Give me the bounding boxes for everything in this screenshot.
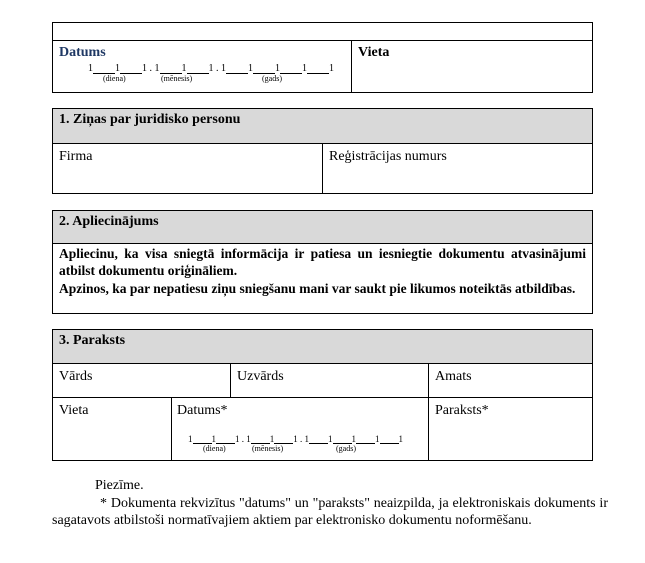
note-text [52,495,608,529]
note-title: Piezīme. [95,478,144,493]
top-vieta-label: Vieta [358,45,390,60]
note-text-content: * Dokumenta rekvizītus "datums" un "paraksts" neaizpilda, ja elektroniskais dokuments ir sagatavots atbilstoši normatīvajiem aktiem par elektronisko dokumentu noformēšanu. [52,496,608,528]
reg-number-field[interactable] [323,165,591,193]
sig-vieta-label: Vieta [59,403,89,418]
top-vieta-field[interactable] [352,62,592,92]
firma-field[interactable] [53,165,321,193]
vards-field[interactable] [53,383,229,396]
datums-label: Datums [59,45,106,60]
top-date-field[interactable]: 1 1 1 . 1 1 1 . 1 1 1 1 1 [88,63,334,74]
sig-date-day-hint: (diena) [203,444,226,453]
uzvards-label: Uzvārds [237,369,284,384]
section1-title: 1. Ziņas par juridisko personu [53,109,592,144]
paraksts-label: Paraksts* [435,403,489,418]
sig-date-year-hint: (gads) [336,444,356,453]
section3-title: 3. Paraksts [53,330,592,364]
section2-title: 2. Apliecinājums [53,211,592,244]
uzvards-field[interactable] [231,383,427,396]
paraksts-field[interactable] [429,420,592,460]
section3-row-divider [52,397,593,398]
amats-label: Amats [435,369,472,384]
reg-number-label: Reģistrācijas numurs [329,149,447,164]
declaration-text-1: Apliecinu, ka visa sniegtā informācija ir patiesa un iesniegtie dokumentu atvasinājumi atbilst dokumentu oriģināliem. [59,246,586,278]
sig-vieta-field[interactable] [53,420,170,460]
top-divider [52,40,593,41]
top-date-day-hint: (diena) [103,74,126,83]
top-date-year-hint: (gads) [262,74,282,83]
top-date-month-hint: (mēnesis) [161,74,193,83]
amats-field[interactable] [429,383,592,396]
sig-date-field[interactable]: 1 1 1 . 1 1 1 . 1 1 1 1 1 [188,434,403,444]
firma-label: Firma [59,149,93,164]
vards-label: Vārds [59,369,93,384]
sig-date-month-hint: (mēnesis) [252,444,284,453]
sig-datums-label: Datums* [177,403,228,418]
declaration-text-2: Apzinos, ka par nepatiesu ziņu sniegšanu mani var saukt pie likumos noteiktās atbildības. [59,281,576,296]
